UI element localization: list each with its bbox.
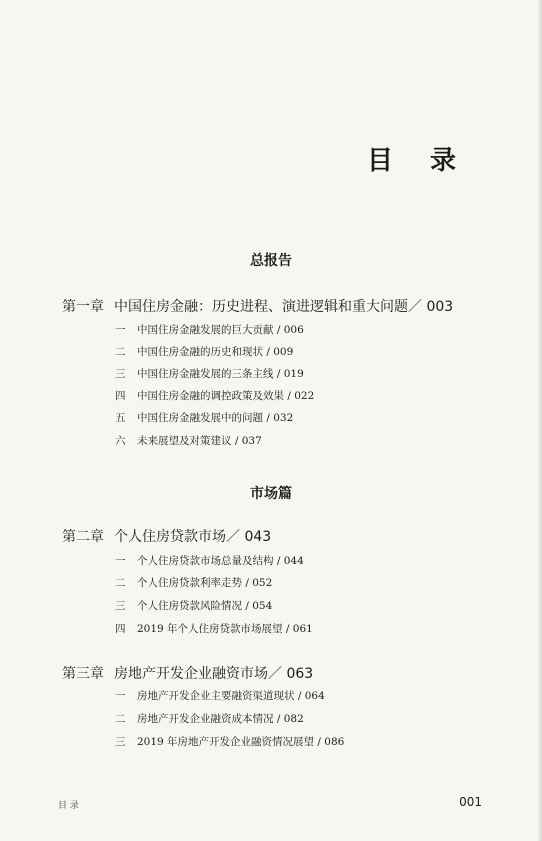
item-text: 中国住房金融的历史和现状 / 009 [137,346,294,358]
section-heading-market: 市场篇 [250,486,292,502]
toc-item[interactable] [115,688,325,703]
item-index: 三 [115,600,126,612]
item-text: 个人住房贷款市场总量及结构 / 044 [137,555,304,567]
item-index: 一 [115,324,126,336]
item-text: 房地产开发企业主要融资渠道现状 / 064 [137,690,325,702]
item-index: 三 [115,368,126,380]
chapter-title: 中国住房金融：历史进程、演进逻辑和重大问题／ 003 [114,299,454,315]
item-text: 个人住房贷款风险情况 / 054 [137,600,273,612]
item-text: 未来展望及对策建议 / 037 [137,435,262,447]
item-index: 二 [115,713,126,725]
toc-item[interactable] [115,598,272,613]
chapter-number: 第二章 [62,529,104,545]
toc-item[interactable] [115,575,272,590]
item-index: 六 [115,435,126,447]
toc-item[interactable] [115,621,313,636]
chapter-3[interactable] [62,663,313,683]
item-text: 中国住房金融的调控政策及效果 / 022 [137,390,315,402]
chapter-title: 个人住房贷款市场／ 043 [114,529,272,545]
item-index: 三 [115,736,126,748]
item-index: 一 [115,690,126,702]
chapter-title: 房地产开发企业融资市场／ 063 [114,666,314,682]
toc-item[interactable] [115,344,293,359]
toc-item[interactable] [115,553,304,568]
footer-section-label: 目 录 [58,801,79,811]
toc-item[interactable] [115,734,344,749]
chapter-number: 第一章 [62,299,104,315]
item-text: 2019 年个人住房贷款市场展望 / 061 [137,623,313,635]
toc-item[interactable] [115,322,304,337]
page-number: 001 [459,795,482,809]
page-title: 目 录 [366,146,470,176]
item-text: 2019 年房地产开发企业融资情况展望 / 086 [137,736,345,748]
item-index: 一 [115,555,126,567]
item-text: 中国住房金融发展的巨大贡献 / 006 [137,324,304,336]
toc-item[interactable] [115,711,304,726]
toc-item[interactable] [115,410,293,425]
toc-item[interactable] [115,433,262,448]
item-index: 二 [115,346,126,358]
chapter-number: 第三章 [62,666,104,682]
item-text: 中国住房金融发展的三条主线 / 019 [137,368,304,380]
page-edge [538,0,542,841]
toc-item[interactable] [115,388,314,403]
chapter-2[interactable] [62,526,271,546]
item-text: 房地产开发企业融资成本情况 / 082 [137,713,304,725]
item-text: 个人住房贷款利率走势 / 052 [137,577,273,589]
item-index: 四 [115,623,126,635]
item-index: 五 [115,412,126,424]
item-text: 中国住房金融发展中的问题 / 032 [137,412,294,424]
section-heading-general-report: 总报告 [250,253,292,269]
item-index: 二 [115,577,126,589]
chapter-1[interactable] [62,296,453,316]
item-index: 四 [115,390,126,402]
toc-item[interactable] [115,366,304,381]
